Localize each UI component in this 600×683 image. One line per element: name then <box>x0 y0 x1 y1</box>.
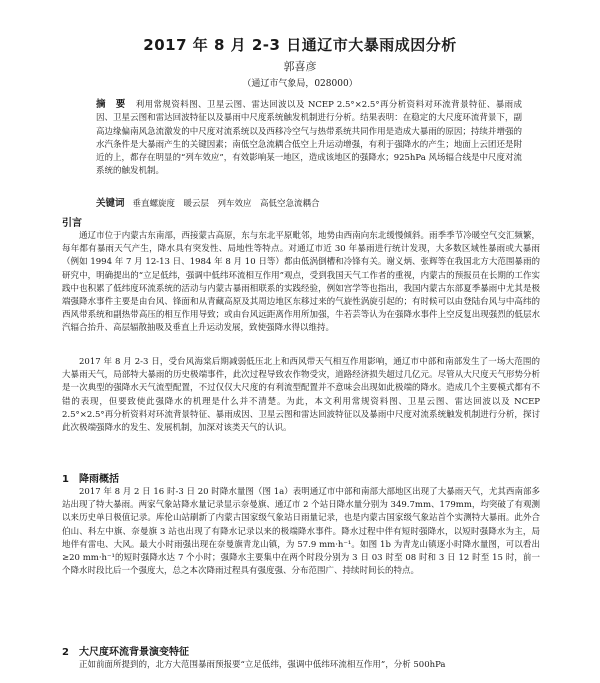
intro-heading: 引言 <box>62 218 82 229</box>
intro-paragraph-1: 通辽市位于内蒙古东南部，西接蒙古高原，东与东北平原毗邻，地势由西南向东北缓慢倾斜。雨季季节冷暖空气交汇频繁，每年都有暴雨天气产生，降水具有突发性、局地性等特点。对通辽市近 30 年暴雨进行统计发现，大多数区域性暴雨或大暴雨（例如 1994 年 7 月 12-13 日、1984 年 8 月 10 日等）都由低涡倒槽和冷锋有关。谢义炳、张辉等在我国北方大范围暴雨的研究中，明确提出的“立足低纬，强调中低纬环流相互作用”观点，受到我国天气工作者的重视，内蒙古的预报员在长期的工作实践中也积累了低纬度环流系统的活动与内蒙古暴雨相联系的实践经验，例如宫学等也指出，我国内蒙古东部夏季暴雨中尤其是极端强降水事件主要是由台风、锋面和从青藏高原及其周边地区东移过来的气旋性涡旋引起的；有时候可以由登陆台风与中高纬的西风带系统和副热带高压的相互作用导致；或由台风远距离作用所加强，牛若芸等认为在强降水事件上空反复出现强烈的低层水汽辐合抬升、高层辐散抽吸及垂直上升运动发展，致使强降水得以维持。 <box>62 231 540 334</box>
section-2-paragraph: 正如前面所提到的，北方大范围暴雨预报要“立足低纬，强调中低纬环流相互作用”，分析 500hPa <box>79 660 446 670</box>
page-title: 2017 年 8 月 2-3 日通辽市大暴雨成因分析 <box>143 36 457 54</box>
affiliation: （通辽市气象局，028000） <box>242 79 358 89</box>
keywords-text: 垂直螺旋度 暖云层 列车效应 高低空急流耦合 <box>132 199 320 209</box>
section-2-heading: 2 大尺度环流背景演变特征 <box>62 647 189 658</box>
author: 郭喜彦 <box>283 60 317 73</box>
keywords-label: 关键词 <box>96 198 125 209</box>
intro-paragraph-2: 2017 年 8 月 2-3 日，受台风海棠后期减弱低压北上和西风带天气相互作用影响，通辽市中部和南部发生了一场大范围的大暴雨天气，局部特大暴雨的历史极端事件，此次过程导致农作物受灾，道路经济损失超过几亿元。尽管从大尺度天气形势分析是一次典型的强降水天气流型配置，不过仅仅大尺度的有利流型配置并不意味会出现如此极端的降水。造成几个主要模式都有不错的表现，但要致使此强降水的机理是什么并不清楚。为此，本文利用常规资料图、卫星云图、雷达回波以及 NCEP 2.5°×2.5°再分析资料对环流背景特征、暴雨成因、卫星云图和雷达回波特征以及暴雨中尺度对流系统触发机制进行分析，探讨此次极端强降水的发生、发展机制，加深对该类天气的认识。 <box>62 357 540 434</box>
section-1-heading: 1 降雨概括 <box>62 474 119 485</box>
section-1-paragraph: 2017 年 8 月 2 日 16 时-3 日 20 时降水量图（图 1a）表明通辽市中部和南部大部地区出现了大暴雨天气，尤其西南部多站出现了特大暴雨。两家气象站降水量记录显示奈曼旗、通辽市 2 个站日降水量分别为 349.7mm、179mm，均突破了有观测以来历史单日极值记录。库伦山站刷新了内蒙古国家级气象站日雨量记录，也是内蒙古国家级气象站首个实测特大暴雨。此外合伯山、科左中旗、奈曼旗 3 站也出现了有降水记录以来的极端降水事件。降水过程中伴有短时强降水，以短时强降水为主，局地伴有雷电、大风。最大小时雨强出现在奈曼旗青龙山镇，为 57.9 mm·h⁻¹。如图 1b 为青龙山镇逐小时降水量图，可以看出≥20 mm·h⁻¹的短时强降水达 7 个小时；强降水主要集中在两个时段分别为 3 日 03 时至 08 时和 3 日 12 时至 15 时，前一个降水时段比后一个强度大，总之本次降雨过程具有强度强、分布范围广、持续时间长的特点。 <box>62 487 540 577</box>
abstract <box>96 98 522 179</box>
abstract-label: 摘 要 <box>96 99 126 110</box>
keywords <box>96 195 522 209</box>
abstract-text: 利用常规资料图、卫星云图、雷达回波以及 NCEP 2.5°×2.5°再分析资料对环流背景特征、暴雨成因、卫星云图和雷达回波特征以及暴雨中尺度系统触发机制进行分析。结果表明：在稳定的大尺度环流背景下，副高边缘偏南风急流激发的中尺度对流系统以及西移冷空气与热带系统共同作用是造成大暴雨的原因；持续并增强的水汽条件是大暴雨产生的关键因素；南低空急流耦合低空上升运动增强，有利于强降水的产生；地面上云团还是附近的上，都存在明显的“列车效应”，有效影响某一地区，造成该地区的强降水；925hPa 风场辐合线是中尺度对流系统的触发机制。 <box>96 100 523 177</box>
